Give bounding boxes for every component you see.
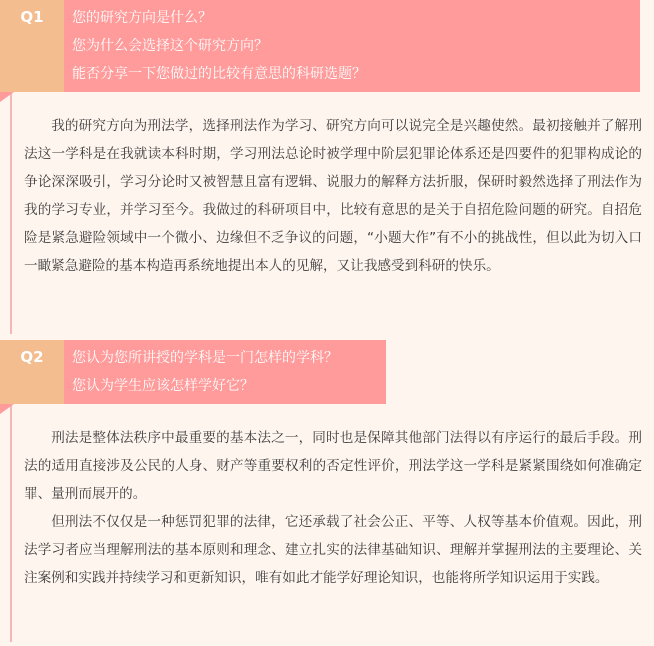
question-line: 您的研究方向是什么？ xyxy=(72,10,212,26)
qa-block-2 xyxy=(0,340,654,642)
question-header-2 xyxy=(0,340,654,404)
question-box-2 xyxy=(64,340,386,404)
question-line: 您为什么会选择这个研究方向？ xyxy=(72,38,268,54)
question-tag-1: Q1 xyxy=(0,0,64,92)
answer-1 xyxy=(10,92,654,334)
question-notch xyxy=(0,92,14,102)
question-notch xyxy=(0,404,14,414)
answer-paragraph: 我的研究方向为刑法学，选择刑法作为学习、研究方向可以说完全是兴趣使然。最初接触并了解刑法这一学科是在我就读本科时期，学习刑法总论时被学理中阶层犯罪论体系还是四要件的犯罪构成论的争论深深吸引，学习分论时又被智慧且富有逻辑、说服力的解释方法折服，保研时毅然选择了刑法作为我的学习专业，并学习至今。我做过的科研项目中，比较有意思的是关于自招危险问题的研究。自招危险是紧急避险领域中一个微小、边缘但不乏争议的问题，“小题大作”有不小的挑战性，但以此为切入口一瞰紧急避险的基本构造再系统地提出本人的见解，又让我感受到科研的快乐。 xyxy=(24,118,642,274)
question-header-1 xyxy=(0,0,654,92)
question-line: 您认为您所讲授的学科是一门怎样的学科？ xyxy=(72,350,338,366)
answer-paragraph: 但刑法不仅仅是一种惩罚犯罪的法律，它还承载了社会公正、平等、人权等基本价值观。因此，刑法学习者应当理解刑法的基本原则和理念、建立扎实的法律基础知识、理解并掌握刑法的主要理论、关注案例和实践并持续学习和更新知识，唯有如此才能学好理论知识，也能将所学知识运用于实践。 xyxy=(24,514,642,586)
question-line: 能否分享一下您做过的比较有意思的科研选题？ xyxy=(72,66,366,82)
answer-paragraph: 刑法是整体法秩序中最重要的基本法之一，同时也是保障其他部门法得以有序运行的最后手段。刑法的适用直接涉及公民的人身、财产等重要权利的否定性评价，刑法学这一学科是紧紧围绕如何准确定罪、量刑而展开的。 xyxy=(24,430,642,502)
question-line: 您认为学生应该怎样学好它？ xyxy=(72,378,254,394)
answer-2 xyxy=(10,404,654,642)
question-box-1 xyxy=(64,0,640,92)
question-tag-2: Q2 xyxy=(0,340,64,404)
